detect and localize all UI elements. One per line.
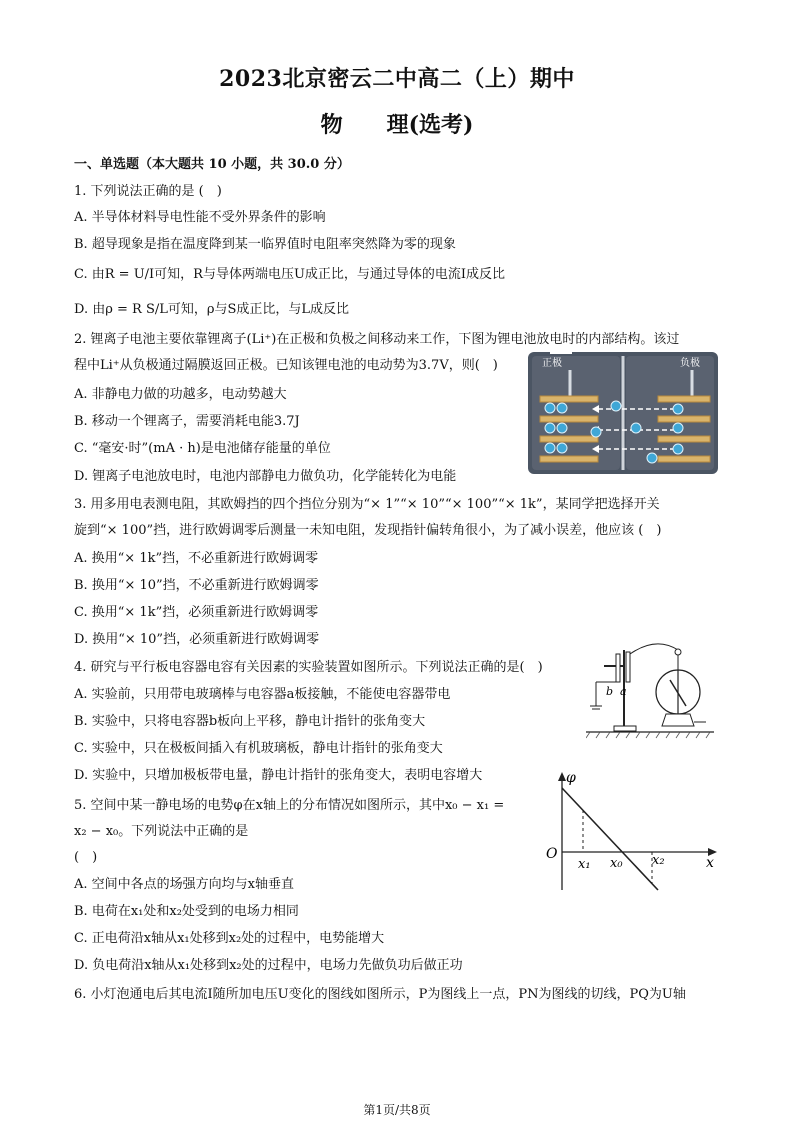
hatch [586,732,590,738]
lithium-ion-icon [673,404,683,414]
negative-plate [658,396,710,402]
q2-stem-line2: 程中Li⁺从负极通过隔膜返回正极。已知该锂电池的电动势为3.7V，则( ) [74,358,498,373]
q3-option-c: C. 换用“× 1k”挡，必须重新进行欧姆调零 [74,605,319,620]
q1-option-d: D. 由ρ = R S/L可知，ρ与S成正比，与L成反比 [74,302,350,317]
lithium-ion-icon [545,443,555,453]
lithium-ion-icon [557,403,567,413]
potential-line [562,788,658,890]
section-heading: 一、单选题（本大题共 10 小题，共 30.0 分） [74,157,350,172]
q5-stem-line2: x₂ − x₀。下列说法中正确的是 [74,824,249,839]
q4-option-d: D. 实验中，只增加极板带电量，静电计指针的张角变大，表明电容增大 [74,768,483,783]
hatch [596,732,600,738]
stand-base [614,726,636,731]
lithium-ion-icon [673,423,683,433]
x0-label: x₀ [610,856,623,871]
q5-option-a: A. 空间中各点的场强方向均与x轴垂直 [74,877,294,892]
hatch [676,732,680,738]
positive-label-bg [550,352,572,354]
plate-a-label: a [620,685,627,698]
electrometer-base [662,714,694,726]
q3-option-a: A. 换用“× 1k”挡，不必重新进行欧姆调零 [74,551,319,566]
hatch [656,732,660,738]
positive-plate [540,416,598,422]
q4-option-b: B. 实验中，只将电容器b板向上平移，静电计指针的张角变大 [74,714,426,729]
q2-option-c: C. “毫安·时”(mA · h)是电池储存能量的单位 [74,441,331,456]
positive-plate [540,456,598,462]
axis-arrow-icon [558,772,566,781]
q5-stem-line1: 5. 空间中某一静电场的电势φ在x轴上的分布情况如图所示，其中x₀ − x₁ = [74,798,505,813]
exam-subject: 物 理(选考) [320,112,474,138]
lithium-ion-icon [611,401,621,411]
battery-left-half [532,356,620,470]
hatch [616,732,620,738]
lithium-ion-icon [591,427,601,437]
x2-label: x₂ [652,853,665,868]
q5-option-b: B. 电荷在x₁处和x₂处受到的电场力相同 [74,904,299,919]
origin-label: O [546,846,558,862]
battery-figure [528,352,718,474]
q2-option-d: D. 锂离子电池放电时，电池内部静电力做负功，化学能转化为电能 [74,469,457,484]
positive-electrode-label: 正极 [542,358,562,369]
q4-option-a: A. 实验前，只用带电玻璃棒与电容器a板接触，不能使电容器带电 [74,687,451,702]
q5-option-c: C. 正电荷沿x轴从x₁处移到x₂处的过程中，电势能增大 [74,931,385,946]
negative-plate [658,456,710,462]
q6-stem-line1: 6. 小灯泡通电后其电流I随所加电压U变化的图线如图所示，P为图线上一点，PN为图线的切线，PQ为U轴 [74,987,686,1002]
plate-a [626,652,630,682]
phi-axis-label: φ [566,770,576,786]
negative-plate [658,436,710,442]
battery-right-half [626,356,714,470]
q3-stem-line2: 旋到“× 100”挡，进行欧姆调零后测量一未知电阻，发现指针偏转角很小，为了减小误差，他应该 ( ) [74,523,662,538]
q1-option-b: B. 超导现象是指在温度降到某一临界值时电阻率突然降为零的现象 [74,237,456,252]
q3-stem-line1: 3. 用多用电表测电阻，其欧姆挡的四个挡位分别为“× 1”“× 10”“× 100”“× 1k”，某同学把选择开关 [74,497,660,512]
exam-title: 2023北京密云二中高二（上）期中 [219,66,575,92]
q2-option-a: A. 非静电力做的功越多，电动势越大 [74,387,287,402]
q4-option-c: C. 实验中，只在极板间插入有机玻璃板，静电计指针的张角变大 [74,741,443,756]
hatch [666,732,670,738]
lithium-ion-icon [557,423,567,433]
positive-plate [540,396,598,402]
plate-b-label: b [606,685,614,698]
q1-option-c: C. 由R = U/I可知，R与导体两端电压U成正比，与通过导体的电流I成反比 [74,267,506,282]
hatch [696,732,700,738]
q4-stem: 4. 研究与平行板电容器电容有关因素的实验装置如图所示。下列说法正确的是( ) [74,660,543,675]
q5-answer-bracket: ( ) [74,850,98,865]
q2-stem-line1: 2. 锂离子电池主要依靠锂离子(Li⁺)在正极和负极之间移动来工作，下图为锂电池放电时的内部结构。该过 [74,332,680,347]
negative-electrode-label: 负极 [680,358,700,369]
lithium-ion-icon [557,443,567,453]
capacitor-figure [586,640,714,740]
x1-label: x₁ [578,857,591,872]
lithium-ion-icon [545,403,555,413]
connecting-wire [630,644,678,654]
plate-b [616,654,620,682]
negative-plate [658,416,710,422]
lithium-ion-icon [631,423,641,433]
hatch [686,732,690,738]
q1-stem: 1. 下列说法正确的是 ( ) [74,184,222,199]
x-axis-label: x [706,855,714,871]
page-footer: 第1页/共8页 [363,1103,431,1117]
q1-option-a: A. 半导体材料导电性能不受外界条件的影响 [74,210,326,225]
hatch [706,732,710,738]
lithium-ion-icon [673,444,683,454]
q5-option-d: D. 负电荷沿x轴从x₁处移到x₂处的过程中，电场力先做负功后做正功 [74,958,463,973]
electrometer-knob [675,649,681,655]
hatch [626,732,630,738]
lithium-ion-icon [545,423,555,433]
lithium-ion-icon [647,453,657,463]
hatch [636,732,640,738]
positive-plate [540,436,598,442]
hatch [646,732,650,738]
q3-option-d: D. 换用“× 10”挡，必须重新进行欧姆调零 [74,632,320,647]
q3-option-b: B. 换用“× 10”挡，不必重新进行欧姆调零 [74,578,319,593]
hatch [606,732,610,738]
q2-option-b: B. 移动一个锂离子，需要消耗电能3.7J [74,414,300,429]
potential-graph [542,768,722,898]
